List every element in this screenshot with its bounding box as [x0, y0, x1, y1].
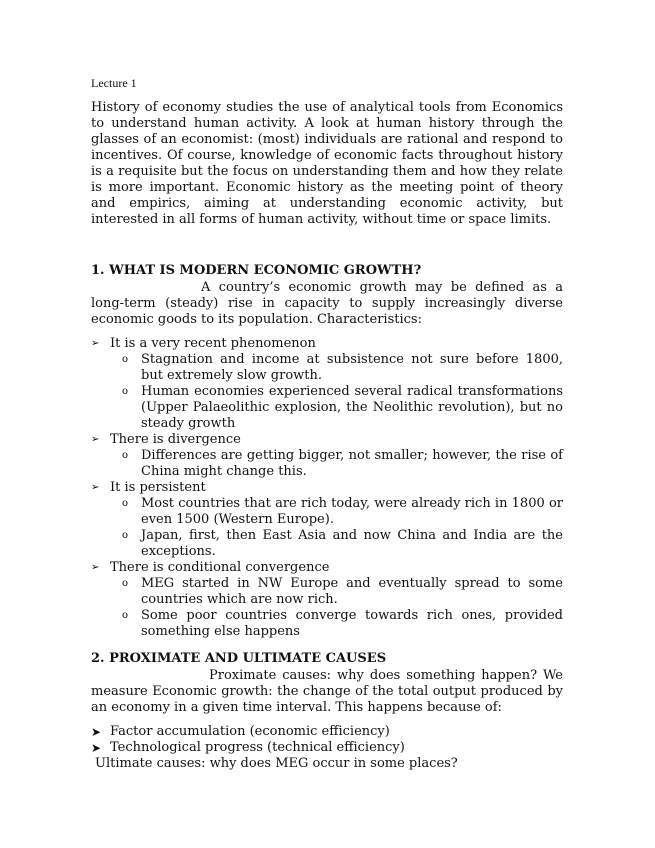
- sub-list-item: [91, 448, 563, 480]
- list-item: [91, 432, 563, 448]
- list-item-label: There is conditional convergence: [110, 560, 330, 575]
- arrow-bullet-icon: ➢: [91, 434, 100, 445]
- sub-list-item-text: MEG started in NW Europe and eventually spread to some countries which are now rich.: [141, 576, 563, 607]
- sub-list-item-text: Human economies experienced several radical transformations (Upper Palaeolithic explosion, the Neolithic revolution), but no steady growth: [141, 384, 563, 431]
- sub-list-item: [91, 608, 563, 640]
- list-item: [91, 560, 563, 576]
- arrow-bullet-icon: ➤: [91, 725, 102, 739]
- circle-bullet-icon: o: [122, 610, 129, 621]
- list-item: [91, 740, 563, 756]
- list-item-label: It is persistent: [110, 480, 206, 495]
- sub-list-item: [91, 496, 563, 528]
- circle-bullet-icon: o: [122, 354, 129, 365]
- arrow-bullet-icon: ➢: [91, 338, 100, 349]
- sub-list-item-text: Some poor countries converge towards rich ones, provided something else happens: [141, 608, 563, 639]
- circle-bullet-icon: o: [122, 578, 129, 589]
- section1-list: [91, 336, 563, 640]
- sub-list-item: [91, 528, 563, 560]
- lecture-label: Lecture 1: [91, 76, 137, 90]
- sub-list-item-text: Most countries that are rich today, were already rich in 1800 or even 1500 (Western Europe).: [141, 496, 563, 527]
- sub-list-item: [91, 576, 563, 608]
- sub-list-item: [91, 352, 563, 384]
- sub-list-item-text: Japan, first, then East Asia and now China and India are the exceptions.: [141, 528, 563, 559]
- list-item: [91, 480, 563, 496]
- list-item: [91, 336, 563, 352]
- arrow-bullet-icon: ➤: [91, 741, 102, 755]
- arrow-bullet-icon: ➢: [91, 562, 100, 573]
- intro-paragraph: History of economy studies the use of analytical tools from Economics to understand human activity. A look at human history through the glasses of an economist: (most) individuals are rational and respond to incentives. Of course, knowledge of economic facts throughout history is a requisite but the focus on understanding them and how they relate is more important. Economic history as the meeting point of theory and empirics, aiming at understanding economic activity, but interested in all forms of human activity, without time or space limits.: [91, 100, 563, 227]
- circle-bullet-icon: o: [122, 530, 129, 541]
- sub-list-item: [91, 384, 563, 432]
- list-item: [91, 724, 563, 740]
- section1-paragraph: A country’s economic growth may be defined as a long-term (steady) rise in capacity to supply increasingly diverse economic goods to its population. Characteristics:: [91, 280, 563, 327]
- section1-heading: 1. WHAT IS MODERN ECONOMIC GROWTH?: [91, 263, 422, 278]
- list-item-label: Technological progress (technical efficiency): [110, 740, 405, 755]
- circle-bullet-icon: o: [122, 386, 129, 397]
- ultimate-causes-text: Ultimate causes: why does MEG occur in some places?: [95, 756, 458, 771]
- sub-list-item-text: Stagnation and income at subsistence not sure before 1800, but extremely slow growth.: [141, 352, 563, 383]
- circle-bullet-icon: o: [122, 450, 129, 461]
- arrow-bullet-icon: ➢: [91, 482, 100, 493]
- section2-paragraph: Proximate causes: why does something happen? We measure Economic growth: the change of the total output produced by an economy in a given time interval. This happens because of:: [91, 668, 563, 715]
- section2-list: [91, 724, 563, 756]
- list-item-label: There is divergence: [110, 432, 241, 447]
- section2-heading: 2. PROXIMATE AND ULTIMATE CAUSES: [91, 651, 387, 666]
- list-item-label: It is a very recent phenomenon: [110, 336, 316, 351]
- circle-bullet-icon: o: [122, 498, 129, 509]
- list-item-label: Factor accumulation (economic efficiency): [110, 724, 390, 739]
- sub-list-item-text: Differences are getting bigger, not smaller; however, the rise of China might change this.: [141, 448, 563, 479]
